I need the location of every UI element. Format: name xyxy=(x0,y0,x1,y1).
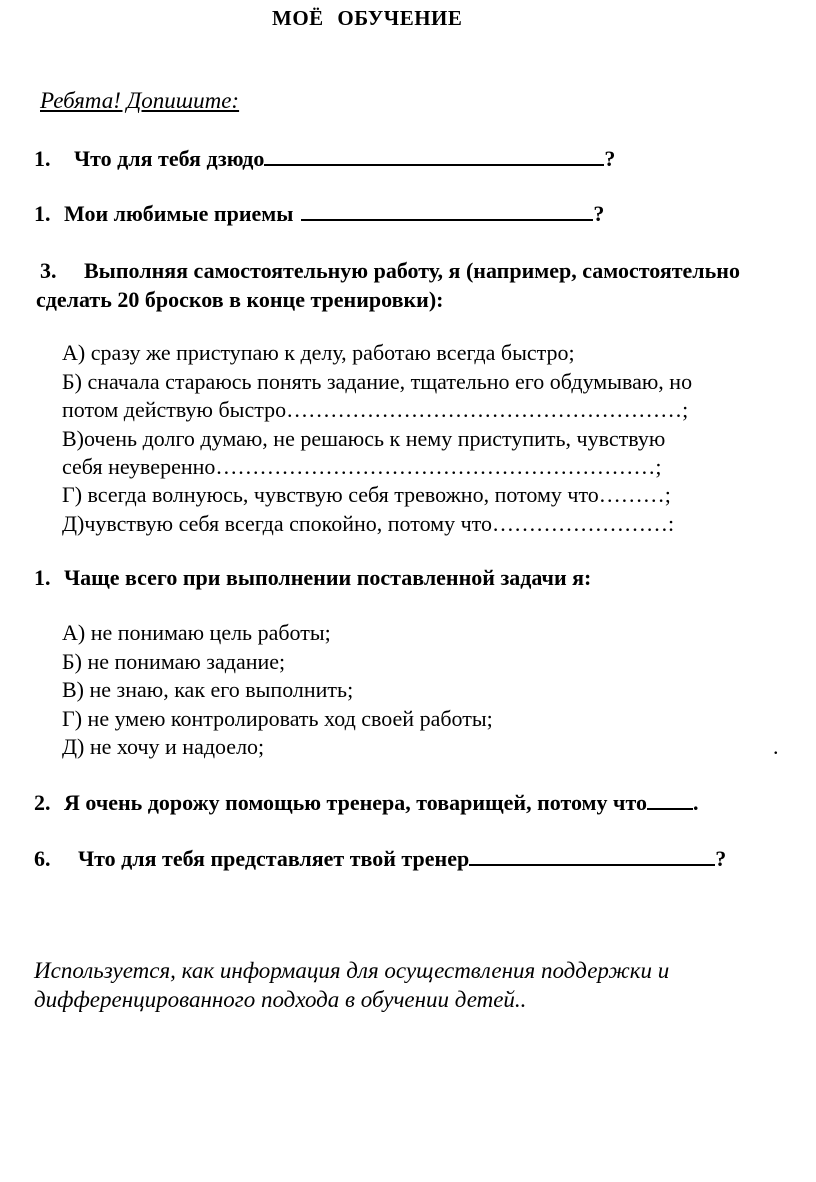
question-end: ? xyxy=(593,201,605,226)
option-b: Б) сначала стараюсь понять задание, тщательно его обдумываю, но xyxy=(62,369,693,394)
question-number: 1. xyxy=(34,565,51,590)
question-6 xyxy=(34,846,726,872)
option-c-cont: себя неуверенно……………………………………………………; xyxy=(62,454,662,479)
option-a: А) сразу же приступаю к делу, работаю всегда быстро; xyxy=(62,340,575,365)
answer-blank[interactable] xyxy=(647,790,693,810)
option-b: Б) не понимаю задание; xyxy=(62,649,286,674)
question-text: Что для тебя дзюдо xyxy=(74,146,265,171)
page-title: МОЁ ОБУЧЕНИЕ xyxy=(272,6,463,30)
answer-blank[interactable] xyxy=(301,201,593,221)
question-1 xyxy=(34,146,615,172)
option-e: Д)чувствую себя всегда спокойно, потому что……………………: xyxy=(62,511,675,536)
question-number: 1. xyxy=(34,146,51,171)
question-5 xyxy=(34,790,698,816)
question-3-line2: сделать 20 бросков в конце тренировки): xyxy=(36,287,444,312)
option-b-cont: потом действую быстро………………………………………………; xyxy=(62,397,689,422)
option-e: Д) не хочу и надоело; xyxy=(62,734,265,759)
option-c: В) не знаю, как его выполнить; xyxy=(62,677,354,702)
question-text-line1: Выполняя самостоятельную работу, я (например, самостоятельно xyxy=(84,258,740,283)
question-text: Что для тебя представляет твой тренер xyxy=(78,846,470,871)
question-text: Чаще всего при выполнении поставленной задачи я: xyxy=(64,565,592,590)
option-c: В)очень долго думаю, не решаюсь к нему приступить, чувствую xyxy=(62,426,666,451)
option-d: Г) не умею контролировать ход своей работы; xyxy=(62,706,493,731)
question-end: ? xyxy=(715,846,727,871)
question-end: ? xyxy=(604,146,616,171)
answer-blank[interactable] xyxy=(469,846,715,866)
trailing-dot: . xyxy=(773,734,779,759)
option-a: А) не понимаю цель работы; xyxy=(62,620,331,645)
question-number: 6. xyxy=(34,846,51,871)
question-3 xyxy=(40,258,740,284)
question-2 xyxy=(34,201,604,227)
note-line-2: дифференцированного подхода в обучении детей.. xyxy=(34,987,527,1012)
option-d: Г) всегда волнуюсь, чувствую себя тревожно, потому что………; xyxy=(62,482,671,507)
question-4 xyxy=(34,565,591,591)
question-number: 2. xyxy=(34,790,51,815)
question-text: Я очень дорожу помощью тренера, товарищей, потому что xyxy=(64,790,647,815)
question-text: Мои любимые приемы xyxy=(64,201,294,226)
answer-blank[interactable] xyxy=(264,146,604,166)
question-end: . xyxy=(692,790,699,815)
note-line-1: Используется, как информация для осуществления поддержки и xyxy=(34,958,670,983)
question-number: 3. xyxy=(40,258,57,283)
question-number: 1. xyxy=(34,201,51,226)
intro-text: Ребята! Допишите: xyxy=(40,88,240,113)
